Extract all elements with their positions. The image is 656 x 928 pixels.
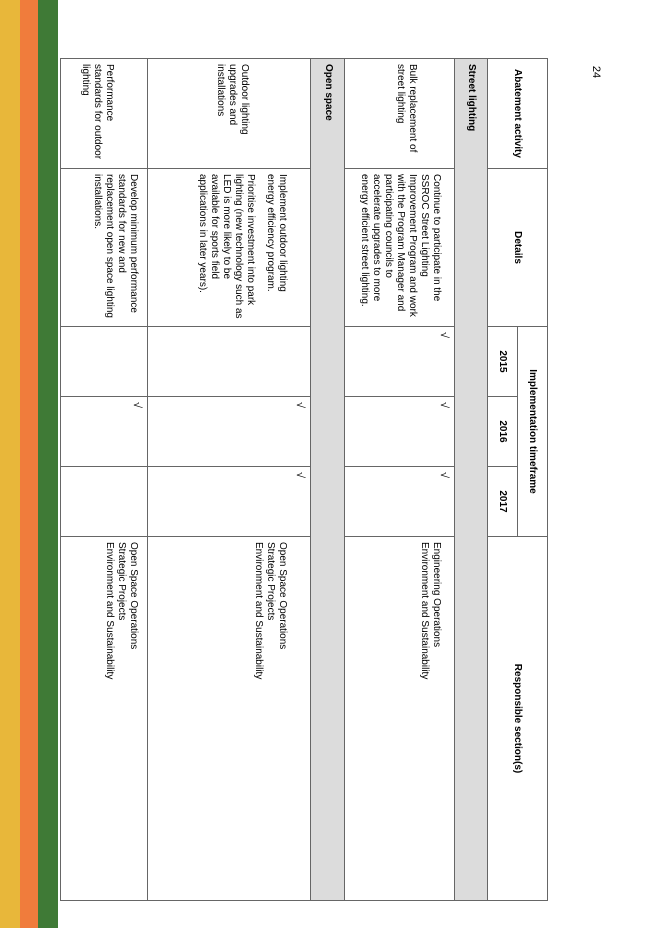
yellow-side-band [0,0,20,928]
details-text: Prioritise investment into park lighting (new technology such as LED is more likely to be available for sports field applications in later years). [197,174,257,319]
responsible-cell [61,537,148,901]
responsible-line: Environment and Sustainability [103,542,115,680]
header-responsible: Responsible section(s) [488,537,548,901]
responsible-line: Environment and Sustainability [418,542,430,680]
check-2015 [147,327,311,397]
responsible-line: Environment and Sustainability [253,542,265,680]
section-title-open-space: Open space [311,59,344,901]
activity-cell: Outdoor lighting upgrades and installations [147,59,311,169]
check-2017: √ [147,467,311,537]
responsible-cell [344,537,454,901]
details-text: Implement outdoor lighting energy efficiency program. [265,174,289,292]
details-cell [147,169,311,327]
check-2017 [61,467,148,537]
header-details: Details [488,169,548,327]
rotated-table-container [60,58,548,900]
details-text: Develop minimum performance standards for new and replacement open space lighting installations. [91,174,139,318]
table-row [147,59,311,901]
header-year-2017: 2017 [488,467,518,537]
activity-cell: Performance standards for outdoor lighting [61,59,148,169]
check-2015: √ [344,327,454,397]
details-text: Continue to participate in the SSROC Street Lighting Improvement Program and work with the Program Manager and participating councils to accelerate upgrades to more energy efficient street lighting. [358,174,442,317]
responsible-line: Strategic Projects [265,542,277,621]
table-row [61,59,148,901]
check-2016: √ [61,397,148,467]
header-year-2015: 2015 [488,327,518,397]
check-2015 [61,327,148,397]
responsible-line: Open Space Operations [277,542,289,650]
orange-side-band [20,0,38,928]
header-year-2016: 2016 [488,397,518,467]
table-row [344,59,454,901]
abatement-table [60,58,548,901]
responsible-line: Open Space Operations [127,542,139,650]
page-number: 24 [590,65,602,79]
header-activity: Abatement activity [488,59,548,169]
details-cell [344,169,454,327]
responsible-cell [147,537,311,901]
section-title-street-lighting: Street lighting [454,59,487,901]
check-2017: √ [344,467,454,537]
check-2016: √ [344,397,454,467]
green-side-band [38,0,58,928]
responsible-line: Strategic Projects [115,542,127,621]
activity-cell: Bulk replacement of street lighting [344,59,454,169]
check-2016: √ [147,397,311,467]
responsible-line: Engineering Operations [430,542,442,648]
header-timeframe: Implementation timeframe [518,327,548,537]
details-cell [61,169,148,327]
